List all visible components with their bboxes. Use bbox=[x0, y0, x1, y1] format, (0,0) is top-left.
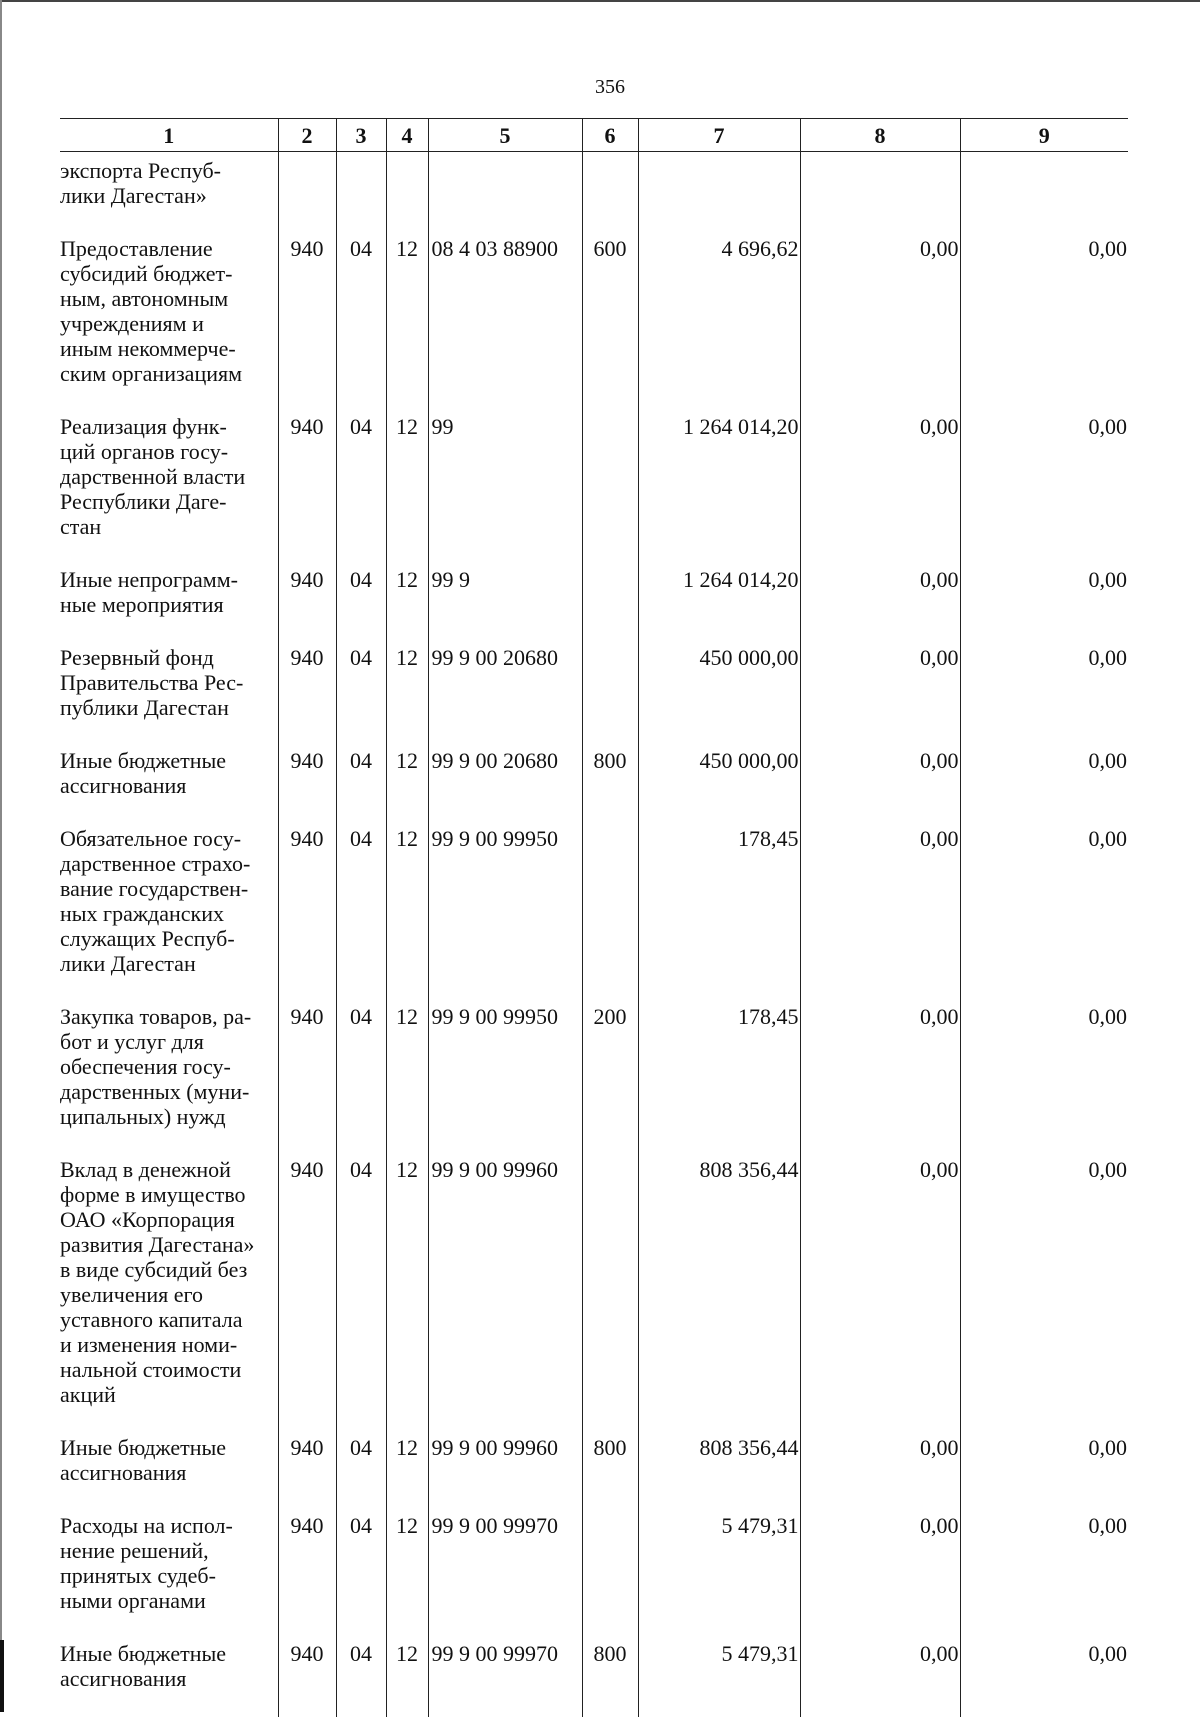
cell-description-line: Иные непрограмм- bbox=[60, 567, 238, 592]
cell-target-article: 08 4 03 88900 bbox=[428, 234, 582, 412]
cell-amount-year2: 0,00 bbox=[800, 234, 960, 412]
cell-amount-year1: 450 000,00 bbox=[638, 643, 800, 746]
cell-description bbox=[60, 824, 278, 1002]
cell-description-line: учреждениям и bbox=[60, 311, 204, 336]
cell-description-line: уставного капитала bbox=[60, 1307, 243, 1332]
cell-subsection: 12 bbox=[386, 824, 428, 1002]
cell-description bbox=[60, 565, 278, 643]
cell-description bbox=[60, 1002, 278, 1155]
cell-subsection: 12 bbox=[386, 746, 428, 824]
cell-target-article: 99 9 00 99970 bbox=[428, 1511, 582, 1639]
cell-amount-year3: 0,00 bbox=[960, 1155, 1128, 1433]
cell-ministry-code: 940 bbox=[278, 234, 336, 412]
cell-description-line: ципальных) нужд bbox=[60, 1104, 226, 1129]
column-header: 4 bbox=[386, 119, 428, 152]
cell-amount-year1: 5 479,31 bbox=[638, 1639, 800, 1717]
cell-section: 04 bbox=[336, 1155, 386, 1433]
cell-ministry-code: 940 bbox=[278, 1433, 336, 1511]
cell-description bbox=[60, 412, 278, 565]
cell-description-line: бот и услуг для bbox=[60, 1029, 204, 1054]
cell-amount-year2 bbox=[800, 152, 960, 235]
cell-description-line: нальной стоимости bbox=[60, 1357, 241, 1382]
cell-description-line: стан bbox=[60, 514, 101, 539]
cell-amount-year3: 0,00 bbox=[960, 643, 1128, 746]
cell-description-line: Республики Даге- bbox=[60, 489, 226, 514]
cell-description-line: в виде субсидий без bbox=[60, 1257, 247, 1282]
cell-amount-year1 bbox=[638, 152, 800, 235]
cell-amount-year2: 0,00 bbox=[800, 1002, 960, 1155]
cell-description-line: нение решений, bbox=[60, 1538, 209, 1563]
cell-amount-year2: 0,00 bbox=[800, 1511, 960, 1639]
cell-section: 04 bbox=[336, 234, 386, 412]
cell-subsection: 12 bbox=[386, 1639, 428, 1717]
cell-amount-year2: 0,00 bbox=[800, 746, 960, 824]
cell-amount-year3: 0,00 bbox=[960, 1002, 1128, 1155]
cell-section: 04 bbox=[336, 1639, 386, 1717]
cell-target-article: 99 9 00 99970 bbox=[428, 1639, 582, 1717]
cell-subsection: 12 bbox=[386, 412, 428, 565]
cell-description bbox=[60, 1155, 278, 1433]
cell-description-line: увеличения его bbox=[60, 1282, 203, 1307]
cell-ministry-code: 940 bbox=[278, 824, 336, 1002]
cell-expense-type: 800 bbox=[582, 1433, 638, 1511]
cell-subsection: 12 bbox=[386, 565, 428, 643]
cell-expense-type bbox=[582, 1511, 638, 1639]
table-row bbox=[60, 1155, 1128, 1433]
column-header: 5 bbox=[428, 119, 582, 152]
cell-amount-year3: 0,00 bbox=[960, 412, 1128, 565]
cell-amount-year1: 450 000,00 bbox=[638, 746, 800, 824]
cell-description-line: Иные бюджетные bbox=[60, 748, 226, 773]
cell-description-line: дарственных (муни- bbox=[60, 1079, 249, 1104]
scan-edge-left bbox=[0, 0, 2, 1712]
cell-amount-year1: 808 356,44 bbox=[638, 1433, 800, 1511]
cell-amount-year3: 0,00 bbox=[960, 1511, 1128, 1639]
cell-amount-year2: 0,00 bbox=[800, 643, 960, 746]
table-row bbox=[60, 1433, 1128, 1511]
cell-description-line: ным, автономным bbox=[60, 286, 228, 311]
cell-description bbox=[60, 746, 278, 824]
scan-edge-top bbox=[0, 0, 1200, 2]
cell-amount-year3: 0,00 bbox=[960, 824, 1128, 1002]
cell-target-article: 99 9 00 99960 bbox=[428, 1155, 582, 1433]
cell-description-line: и изменения номи- bbox=[60, 1332, 237, 1357]
cell-ministry-code: 940 bbox=[278, 1511, 336, 1639]
cell-expense-type bbox=[582, 565, 638, 643]
cell-description-line: ским организациям bbox=[60, 361, 242, 386]
cell-ministry-code: 940 bbox=[278, 1002, 336, 1155]
cell-description-line: ные мероприятия bbox=[60, 592, 224, 617]
cell-ministry-code: 940 bbox=[278, 1155, 336, 1433]
cell-description bbox=[60, 234, 278, 412]
scan-edge-left-bottom bbox=[0, 1640, 4, 1712]
cell-subsection: 12 bbox=[386, 643, 428, 746]
cell-expense-type bbox=[582, 643, 638, 746]
table-row bbox=[60, 643, 1128, 746]
cell-description-line: Реализация функ- bbox=[60, 414, 227, 439]
cell-section: 04 bbox=[336, 643, 386, 746]
table-header-row bbox=[60, 119, 1128, 152]
cell-amount-year1: 4 696,62 bbox=[638, 234, 800, 412]
cell-expense-type: 200 bbox=[582, 1002, 638, 1155]
cell-expense-type bbox=[582, 152, 638, 235]
cell-ministry-code: 940 bbox=[278, 1639, 336, 1717]
table-row bbox=[60, 1639, 1128, 1717]
cell-description-line: дарственной власти bbox=[60, 464, 245, 489]
cell-section: 04 bbox=[336, 1433, 386, 1511]
cell-expense-type bbox=[582, 412, 638, 565]
cell-description-line: ассигнования bbox=[60, 1460, 186, 1485]
cell-description-line: субсидий бюджет- bbox=[60, 261, 232, 286]
cell-amount-year3: 0,00 bbox=[960, 565, 1128, 643]
cell-description-line: Резервный фонд bbox=[60, 645, 214, 670]
cell-amount-year3: 0,00 bbox=[960, 1639, 1128, 1717]
table-row bbox=[60, 565, 1128, 643]
cell-amount-year3: 0,00 bbox=[960, 746, 1128, 824]
cell-amount-year3 bbox=[960, 152, 1128, 235]
cell-subsection: 12 bbox=[386, 234, 428, 412]
cell-description-line: акций bbox=[60, 1382, 116, 1407]
cell-amount-year1: 1 264 014,20 bbox=[638, 565, 800, 643]
budget-table-grid bbox=[60, 118, 1128, 1717]
cell-description-line: лики Дагестан bbox=[60, 951, 196, 976]
cell-description-line: ассигнования bbox=[60, 773, 186, 798]
cell-description-line: Предоставление bbox=[60, 236, 213, 261]
cell-description bbox=[60, 1639, 278, 1717]
column-header: 6 bbox=[582, 119, 638, 152]
cell-description-line: дарственное страхо- bbox=[60, 851, 250, 876]
cell-amount-year3: 0,00 bbox=[960, 234, 1128, 412]
cell-amount-year1: 178,45 bbox=[638, 1002, 800, 1155]
cell-amount-year1: 5 479,31 bbox=[638, 1511, 800, 1639]
table-row bbox=[60, 1511, 1128, 1639]
cell-description-line: принятых судеб- bbox=[60, 1563, 216, 1588]
cell-target-article: 99 9 bbox=[428, 565, 582, 643]
cell-subsection: 12 bbox=[386, 1433, 428, 1511]
cell-amount-year1: 1 264 014,20 bbox=[638, 412, 800, 565]
table-row bbox=[60, 234, 1128, 412]
table-row bbox=[60, 152, 1128, 235]
cell-target-article: 99 9 00 99950 bbox=[428, 824, 582, 1002]
cell-amount-year2: 0,00 bbox=[800, 1639, 960, 1717]
page-number: 356 bbox=[560, 76, 660, 99]
cell-description-line: обеспечения госу- bbox=[60, 1054, 231, 1079]
cell-description-line: Правительства Рес- bbox=[60, 670, 243, 695]
cell-subsection: 12 bbox=[386, 1155, 428, 1433]
cell-amount-year3: 0,00 bbox=[960, 1433, 1128, 1511]
cell-description-line: экспорта Респуб- bbox=[60, 158, 221, 183]
cell-description-line: ассигнования bbox=[60, 1666, 186, 1691]
cell-ministry-code: 940 bbox=[278, 565, 336, 643]
cell-amount-year1: 178,45 bbox=[638, 824, 800, 1002]
cell-amount-year2: 0,00 bbox=[800, 824, 960, 1002]
cell-section: 04 bbox=[336, 1511, 386, 1639]
cell-description-line: вание государствен- bbox=[60, 876, 248, 901]
cell-section bbox=[336, 152, 386, 235]
cell-expense-type: 800 bbox=[582, 1639, 638, 1717]
cell-description-line: иным некоммерче- bbox=[60, 336, 236, 361]
table-body bbox=[60, 152, 1128, 1717]
cell-target-article: 99 bbox=[428, 412, 582, 565]
cell-subsection: 12 bbox=[386, 1511, 428, 1639]
cell-description-line: Вклад в денежной bbox=[60, 1157, 231, 1182]
cell-description-line: ОАО «Корпорация bbox=[60, 1207, 235, 1232]
cell-ministry-code bbox=[278, 152, 336, 235]
cell-description-line: служащих Респуб- bbox=[60, 926, 235, 951]
cell-description-line: ными органами bbox=[60, 1588, 206, 1613]
cell-ministry-code: 940 bbox=[278, 643, 336, 746]
cell-description-line: Расходы на испол- bbox=[60, 1513, 233, 1538]
cell-section: 04 bbox=[336, 565, 386, 643]
cell-description-line: форме в имущество bbox=[60, 1182, 246, 1207]
column-header: 9 bbox=[960, 119, 1128, 152]
column-header: 8 bbox=[800, 119, 960, 152]
cell-amount-year2: 0,00 bbox=[800, 565, 960, 643]
cell-target-article bbox=[428, 152, 582, 235]
cell-description bbox=[60, 1511, 278, 1639]
table-row bbox=[60, 412, 1128, 565]
cell-description-line: Закупка товаров, ра- bbox=[60, 1004, 251, 1029]
cell-expense-type: 800 bbox=[582, 746, 638, 824]
cell-amount-year2: 0,00 bbox=[800, 1433, 960, 1511]
cell-target-article: 99 9 00 99960 bbox=[428, 1433, 582, 1511]
cell-description-line: Обязательное госу- bbox=[60, 826, 241, 851]
cell-subsection: 12 bbox=[386, 1002, 428, 1155]
cell-target-article: 99 9 00 20680 bbox=[428, 643, 582, 746]
cell-ministry-code: 940 bbox=[278, 412, 336, 565]
cell-section: 04 bbox=[336, 746, 386, 824]
cell-subsection bbox=[386, 152, 428, 235]
cell-description bbox=[60, 152, 278, 235]
cell-target-article: 99 9 00 99950 bbox=[428, 1002, 582, 1155]
column-header: 3 bbox=[336, 119, 386, 152]
cell-amount-year1: 808 356,44 bbox=[638, 1155, 800, 1433]
cell-description-line: Иные бюджетные bbox=[60, 1641, 226, 1666]
cell-target-article: 99 9 00 20680 bbox=[428, 746, 582, 824]
cell-ministry-code: 940 bbox=[278, 746, 336, 824]
cell-section: 04 bbox=[336, 824, 386, 1002]
budget-table bbox=[60, 118, 1128, 1717]
table-row bbox=[60, 824, 1128, 1002]
cell-description bbox=[60, 1433, 278, 1511]
column-header: 1 bbox=[60, 119, 278, 152]
cell-expense-type: 600 bbox=[582, 234, 638, 412]
table-row bbox=[60, 1002, 1128, 1155]
cell-description-line: публики Дагестан bbox=[60, 695, 229, 720]
cell-expense-type bbox=[582, 824, 638, 1002]
cell-description-line: ций органов госу- bbox=[60, 439, 228, 464]
cell-section: 04 bbox=[336, 1002, 386, 1155]
cell-section: 04 bbox=[336, 412, 386, 565]
table-row bbox=[60, 746, 1128, 824]
cell-amount-year2: 0,00 bbox=[800, 412, 960, 565]
cell-description-line: лики Дагестан» bbox=[60, 183, 207, 208]
cell-amount-year2: 0,00 bbox=[800, 1155, 960, 1433]
column-header: 2 bbox=[278, 119, 336, 152]
cell-expense-type bbox=[582, 1155, 638, 1433]
cell-description-line: развития Дагестана» bbox=[60, 1232, 254, 1257]
cell-description-line: ных гражданских bbox=[60, 901, 224, 926]
column-header: 7 bbox=[638, 119, 800, 152]
cell-description-line: Иные бюджетные bbox=[60, 1435, 226, 1460]
cell-description bbox=[60, 643, 278, 746]
